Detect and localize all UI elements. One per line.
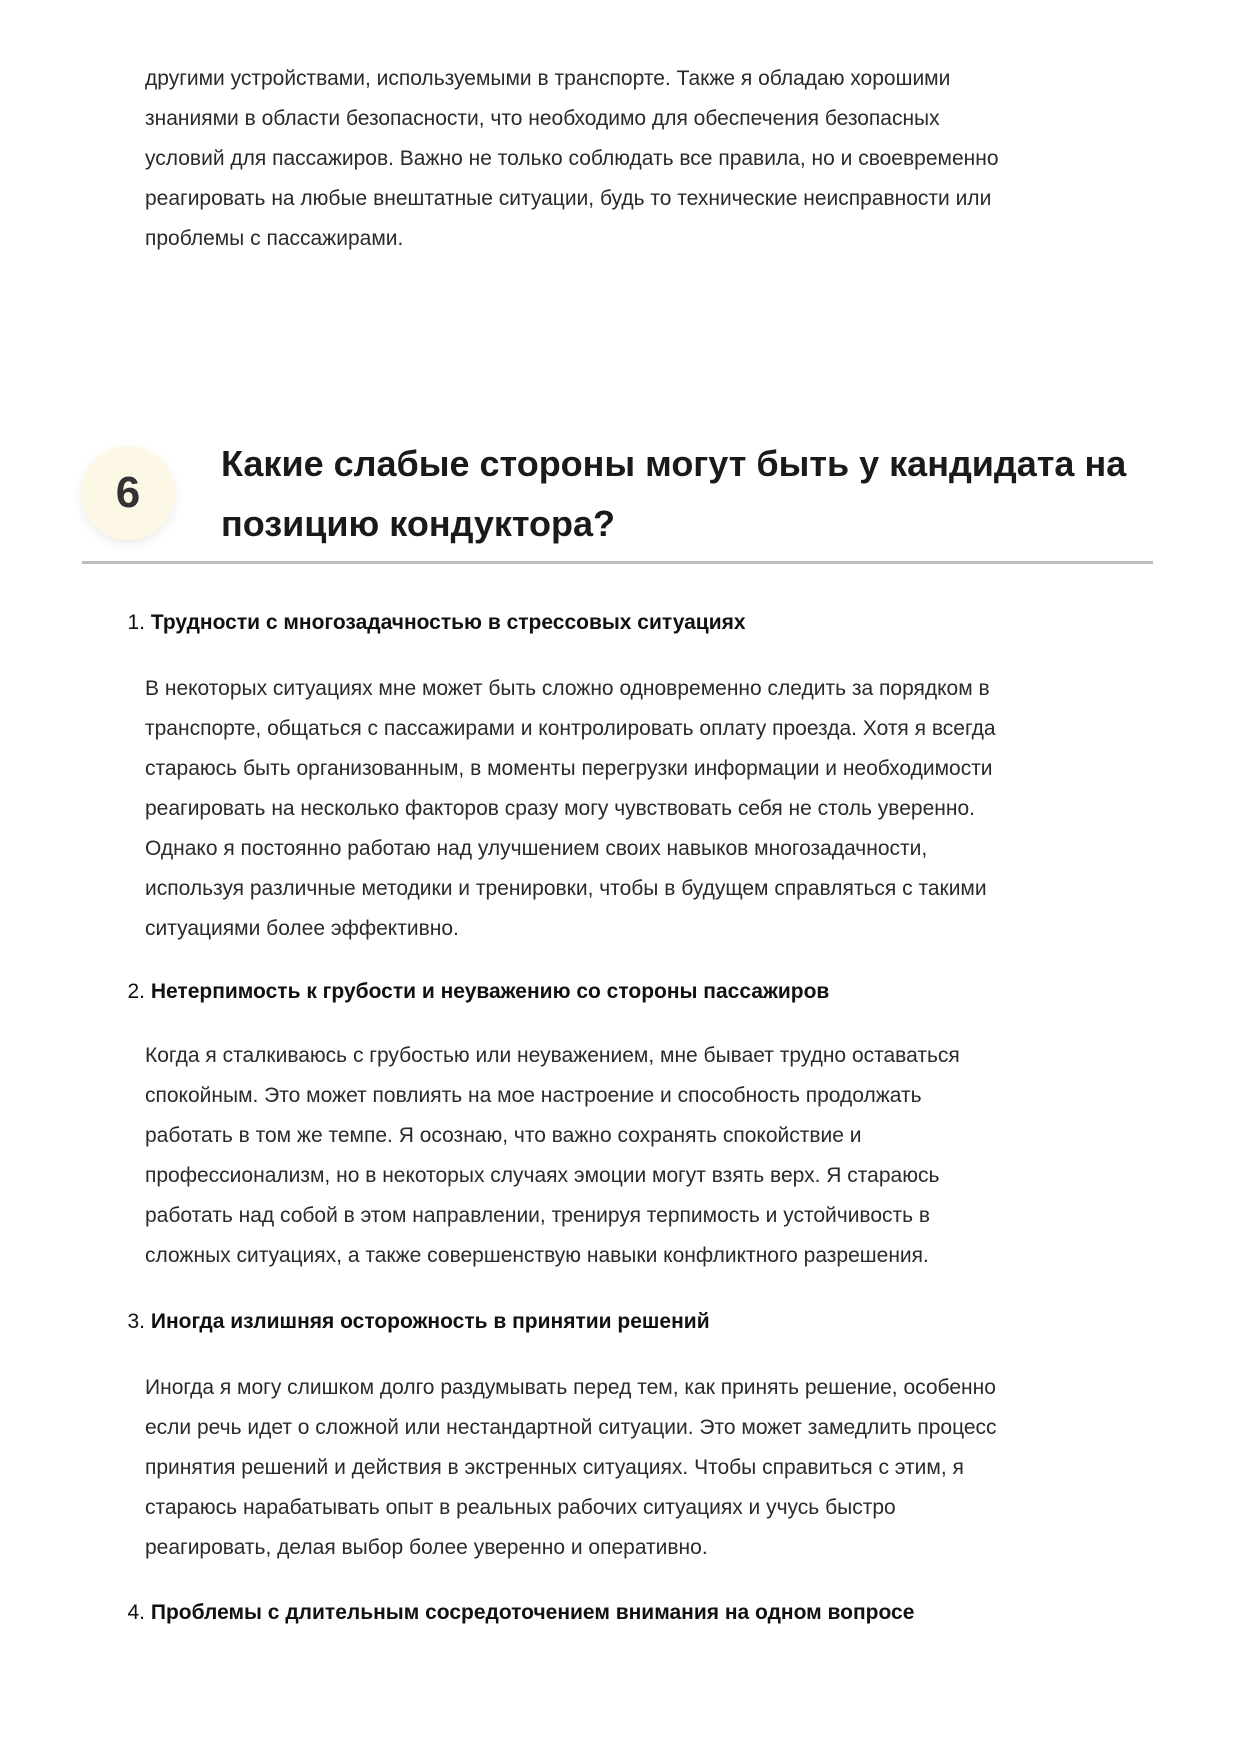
text-line: Однако я постоянно работаю над улучшением своих навыков многозадачности, [145, 837, 928, 860]
list-item-title [100, 1593, 914, 1633]
item-paragraph [145, 1368, 997, 1568]
list-item-title [100, 1302, 710, 1342]
text-line: реагировать на любые внештатные ситуации, будь то технические неисправности или [145, 187, 992, 210]
item-paragraph [145, 1036, 960, 1276]
text-line: проблемы с пассажирами. [145, 227, 404, 250]
text-line: В некоторых ситуациях мне может быть сложно одновременно следить за порядком в [145, 677, 990, 700]
text-line: Иногда я могу слишком долго раздумывать перед тем, как принять решение, особенно [145, 1376, 996, 1399]
heading-divider [82, 561, 1153, 564]
text-line: ситуациями более эффективно. [145, 917, 459, 940]
list-item-title [100, 972, 829, 1012]
heading-line: Какие слабые стороны могут быть у кандидата на [221, 443, 1127, 484]
list-number: 1. [127, 611, 145, 634]
list-number: 4. [127, 1601, 145, 1624]
section-number-badge [81, 446, 175, 540]
text-line: стараюсь быть организованным, в моменты перегрузки информации и необходимости [145, 757, 993, 780]
text-line: реагировать на несколько факторов сразу могу чувствовать себя не столь уверенно. [145, 797, 975, 820]
text-line: другими устройствами, используемыми в транспорте. Также я обладаю хорошими [145, 67, 951, 90]
text-line: если речь идет о сложной или нестандартной ситуации. Это может замедлить процесс [145, 1416, 997, 1439]
text-line: сложных ситуациях, а также совершенствую навыки конфликтного разрешения. [145, 1244, 929, 1267]
text-line: знаниями в области безопасности, что необходимо для обеспечения безопасных [145, 107, 940, 130]
text-line: транспорте, общаться с пассажирами и контролировать оплату проезда. Хотя я всегда [145, 717, 996, 740]
list-number: 3. [127, 1310, 145, 1333]
item-title: Трудности с многозадачностью в стрессовых ситуациях [150, 611, 746, 634]
section-number: 6 [115, 468, 141, 517]
text-line: используя различные методики и тренировки, чтобы в будущем справляться с такими [145, 877, 987, 900]
text-line: стараюсь нарабатывать опыт в реальных рабочих ситуациях и учусь быстро [145, 1496, 896, 1519]
text-line: Когда я сталкиваюсь с грубостью или неуважением, мне бывает трудно оставаться [145, 1044, 960, 1067]
item-title: Иногда излишняя осторожность в принятии решений [150, 1310, 710, 1333]
item-title: Проблемы с длительным сосредоточением внимания на одном вопросе [150, 1601, 915, 1624]
list-item-title [100, 603, 746, 643]
text-line: работать в том же темпе. Я осознаю, что важно сохранять спокойствие и [145, 1124, 862, 1147]
text-line: спокойным. Это может повлиять на мое настроение и способность продолжать [145, 1084, 922, 1107]
item-paragraph [145, 669, 996, 949]
text-line: профессионализм, но в некоторых случаях эмоции могут взять верх. Я стараюсь [145, 1164, 940, 1187]
text-line: условий для пассажиров. Важно не только соблюдать все правила, но и своевременно [145, 147, 999, 170]
text-line: принятия решений и действия в экстренных ситуациях. Чтобы справиться с этим, я [145, 1456, 964, 1479]
heading-line: позицию кондуктора? [221, 503, 616, 544]
list-number: 2. [127, 980, 145, 1003]
intro-paragraph [145, 59, 999, 259]
section-heading [221, 434, 1126, 554]
text-line: реагировать, делая выбор более уверенно и оперативно. [145, 1536, 708, 1559]
item-title: Нетерпимость к грубости и неуважению со стороны пассажиров [150, 980, 830, 1003]
text-line: работать над собой в этом направлении, тренируя терпимость и устойчивость в [145, 1204, 931, 1227]
